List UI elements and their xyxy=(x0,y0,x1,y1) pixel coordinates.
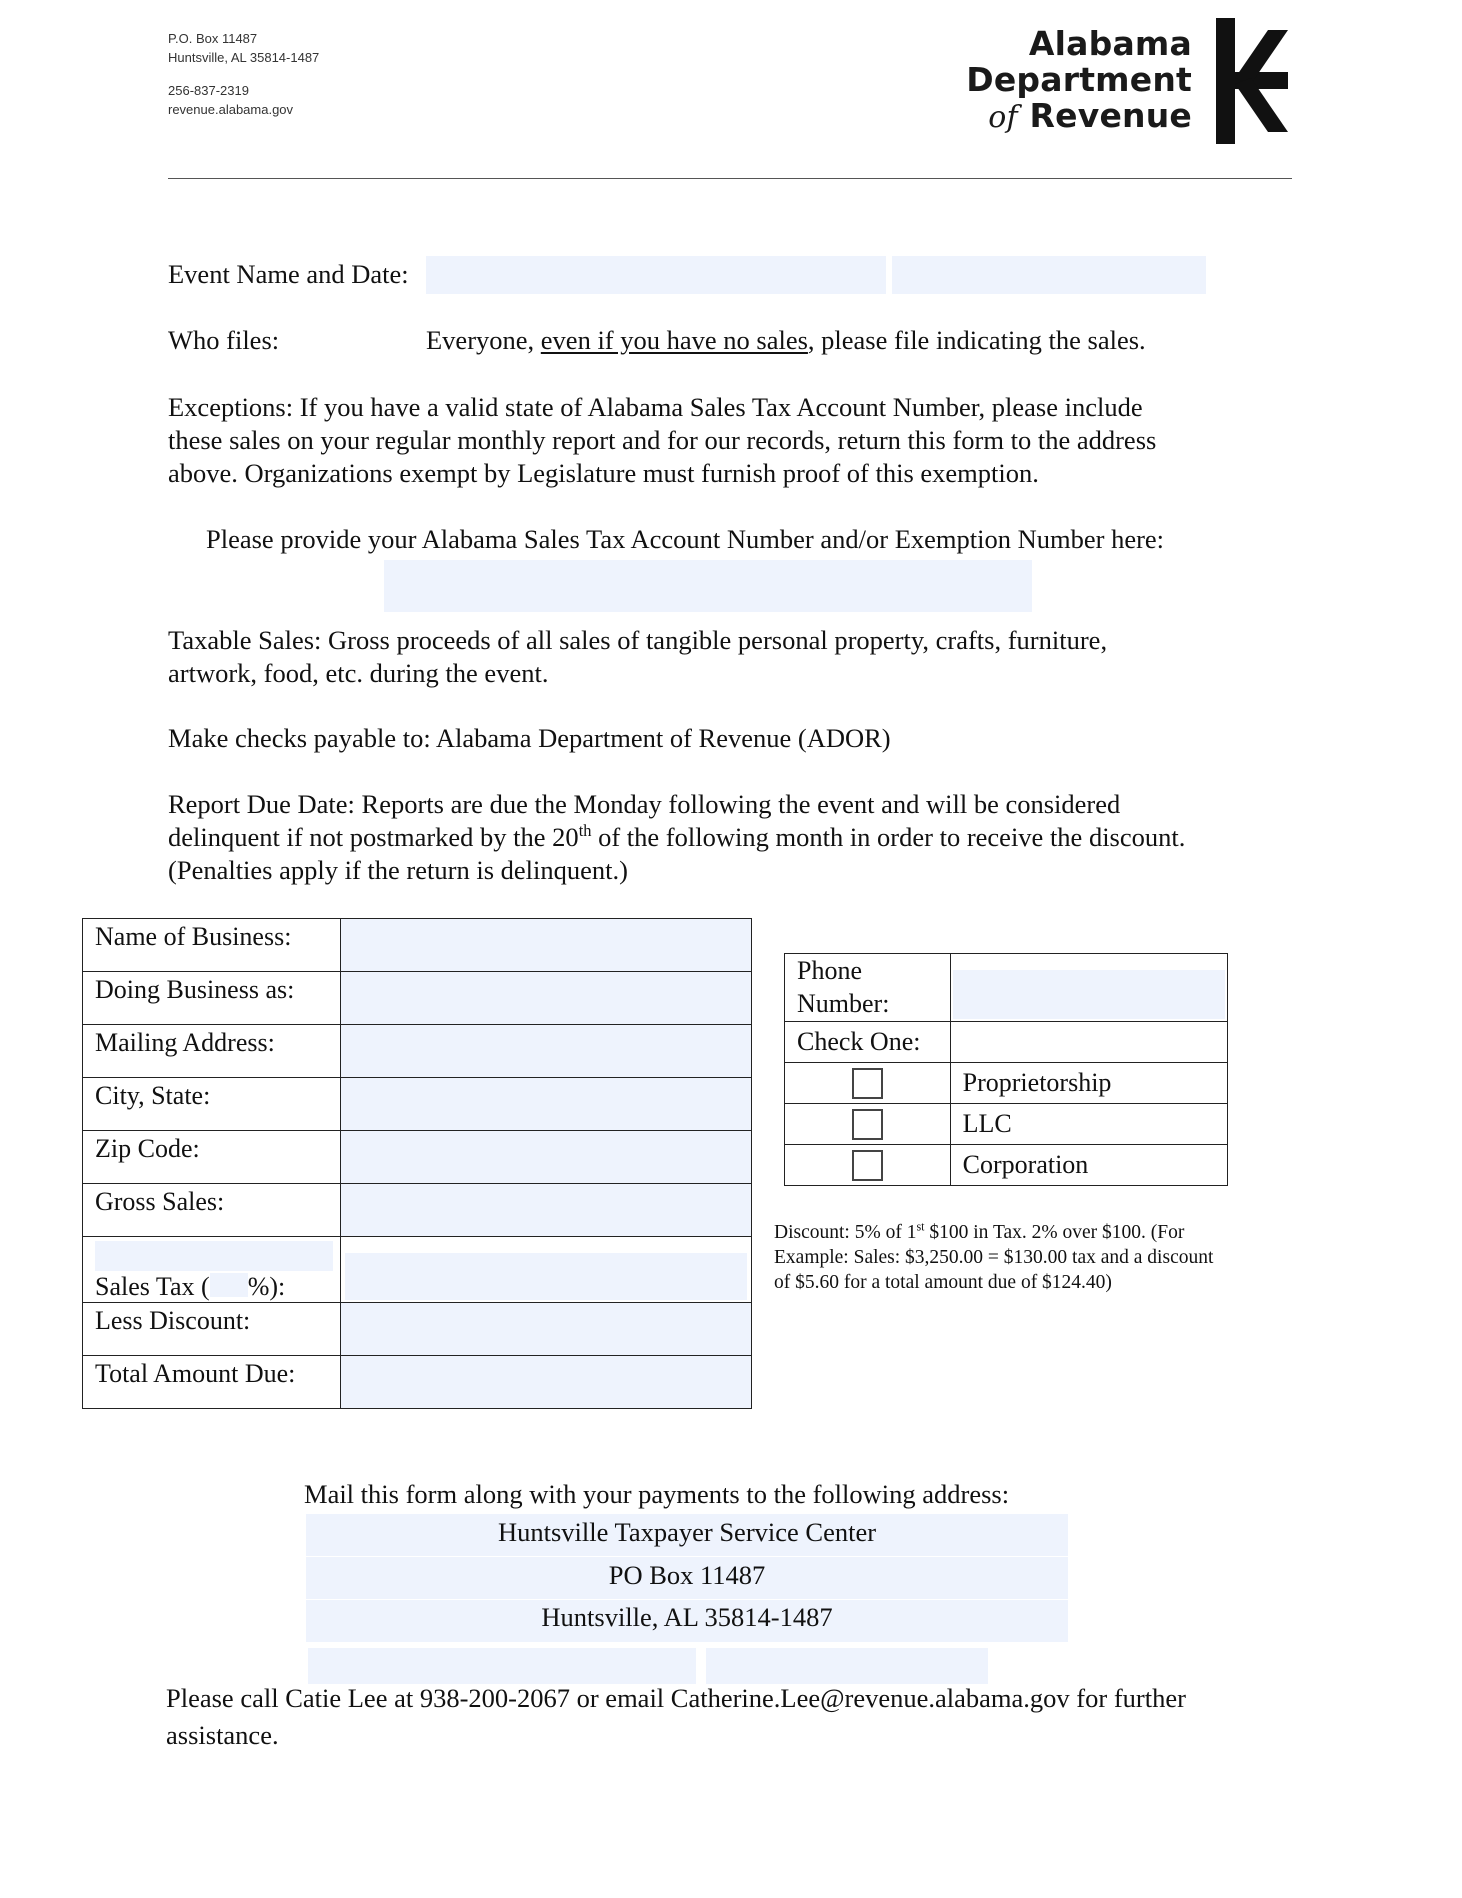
due-line-2-before: delinquent if not postmarked by the 20 xyxy=(168,822,579,852)
discount-line-1-before: Discount: 5% of 1 xyxy=(774,1222,917,1243)
row-option-proprietorship xyxy=(785,1063,1228,1104)
gross-sales-field[interactable] xyxy=(340,1184,751,1237)
sales-tax-label-before: Sales Tax ( xyxy=(95,1272,210,1301)
logo-revenue: Revenue xyxy=(1029,96,1192,135)
sales-tax-label xyxy=(95,1272,285,1302)
row-gross-sales xyxy=(83,1184,752,1237)
logo-line-department: Department xyxy=(966,60,1192,99)
row-total-due xyxy=(83,1356,752,1409)
option-llc-label: LLC xyxy=(950,1104,1227,1145)
exceptions-line-1: Exceptions: If you have a valid state of Alabama Sales Tax Account Number, please include xyxy=(168,392,1143,422)
ador-k-mark-icon xyxy=(1216,18,1290,144)
row-option-llc xyxy=(785,1104,1228,1145)
city-state-label: City, State: xyxy=(83,1078,341,1131)
sales-tax-field[interactable] xyxy=(345,1253,747,1300)
check-one-label: Check One: xyxy=(785,1022,951,1063)
event-label: Event Name and Date: xyxy=(168,259,409,289)
zip-code-field[interactable] xyxy=(340,1131,751,1184)
signature-field[interactable] xyxy=(308,1648,696,1684)
sales-tax-cell xyxy=(83,1237,341,1303)
dba-field[interactable] xyxy=(340,972,751,1025)
phone-label-line-1: Phone xyxy=(797,956,862,985)
less-discount-label: Less Discount: xyxy=(83,1303,341,1356)
who-files-underlined: even if you have no sales xyxy=(540,325,808,355)
mail-line-1: Huntsville Taxpayer Service Center xyxy=(497,1517,877,1547)
account-number-field[interactable] xyxy=(384,560,1032,612)
phone-number-field[interactable] xyxy=(953,970,1225,1019)
due-line-2 xyxy=(168,821,1185,854)
exceptions-paragraph xyxy=(168,391,1156,490)
sales-tax-value-cell xyxy=(340,1237,751,1303)
mail-intro: Mail this form along with your payments to the following address: xyxy=(304,1479,1010,1509)
dba-label: Doing Business as: xyxy=(83,972,341,1025)
due-date-paragraph xyxy=(168,788,1185,887)
checkbox-cell xyxy=(785,1104,951,1145)
taxable-line-1: Taxable Sales: Gross proceeds of all sales of tangible personal property, crafts, furniture, xyxy=(168,625,1108,655)
checkbox-corporation[interactable] xyxy=(852,1150,883,1181)
row-less-discount xyxy=(83,1303,752,1356)
due-line-2-after: of the following month in order to receive the discount. xyxy=(591,822,1186,852)
mail-line-3: Huntsville, AL 35814-1487 xyxy=(541,1602,833,1632)
discount-line-1 xyxy=(774,1220,1213,1245)
business-name-label: Name of Business: xyxy=(83,919,341,972)
due-line-1: Report Due Date: Reports are due the Monday following the event and will be considered xyxy=(168,789,1121,819)
who-files-before: Everyone, xyxy=(426,325,541,355)
option-corporation-label: Corporation xyxy=(950,1145,1227,1186)
event-date-field[interactable] xyxy=(892,256,1206,294)
entity-type-table xyxy=(784,953,1228,1186)
taxable-line-2: artwork, food, etc. during the event. xyxy=(168,658,549,688)
phone-label xyxy=(785,954,951,1022)
total-due-field[interactable] xyxy=(340,1356,751,1409)
row-city-state xyxy=(83,1078,752,1131)
who-files-text xyxy=(426,324,1146,357)
city-state-field[interactable] xyxy=(340,1078,751,1131)
contact-line-2: assistance. xyxy=(166,1720,279,1750)
who-files-label: Who files: xyxy=(168,325,280,355)
discount-line-1-after: $100 in Tax. 2% over $100. (For xyxy=(924,1222,1185,1243)
sales-tax-rate-field[interactable] xyxy=(210,1273,248,1297)
row-zip xyxy=(83,1131,752,1184)
logo-of: of xyxy=(988,100,1018,135)
row-option-corporation xyxy=(785,1145,1228,1186)
ador-logo-text xyxy=(900,26,1192,136)
exceptions-line-3: above. Organizations exempt by Legislature must furnish proof of this exemption. xyxy=(168,458,1039,488)
checkbox-cell xyxy=(785,1145,951,1186)
header-address xyxy=(168,29,319,119)
discount-line-2: Example: Sales: $3,250.00 = $130.00 tax and a discount xyxy=(774,1247,1214,1268)
row-mailing xyxy=(83,1025,752,1078)
zip-code-label: Zip Code: xyxy=(83,1131,341,1184)
header-po-box: P.O. Box 11487 xyxy=(168,31,258,46)
event-name-field[interactable] xyxy=(426,256,886,294)
mail-line-2: PO Box 11487 xyxy=(608,1560,766,1590)
exceptions-line-2: these sales on your regular monthly report and for our records, return this form to the address xyxy=(168,425,1157,455)
account-prompt: Please provide your Alabama Sales Tax Account Number and/or Exemption Number here: xyxy=(206,524,1165,554)
contact-paragraph xyxy=(166,1680,1186,1754)
header-website[interactable]: revenue.alabama.gov xyxy=(168,102,294,117)
option-proprietorship-label: Proprietorship xyxy=(950,1063,1227,1104)
taxable-paragraph xyxy=(168,624,1107,690)
who-files-after: , please file indicating the sales. xyxy=(807,325,1146,355)
logo-line-alabama: Alabama xyxy=(1028,24,1192,63)
header-rule xyxy=(168,178,1292,179)
checkbox-proprietorship[interactable] xyxy=(852,1068,883,1099)
signature-date-field[interactable] xyxy=(706,1648,988,1684)
row-business-name xyxy=(83,919,752,972)
header-city: Huntsville, AL 35814-1487 xyxy=(168,50,320,65)
logo-line-revenue xyxy=(900,98,1192,136)
business-info-table xyxy=(82,918,752,1409)
discount-line-1-sup: st xyxy=(916,1219,925,1234)
row-phone xyxy=(785,954,1228,1022)
gross-sales-label: Gross Sales: xyxy=(83,1184,341,1237)
sales-tax-extra-field[interactable] xyxy=(95,1241,333,1271)
checkbox-cell xyxy=(785,1063,951,1104)
discount-line-3: of $5.60 for a total amount due of $124.40) xyxy=(774,1272,1112,1293)
total-due-label: Total Amount Due: xyxy=(83,1356,341,1409)
check-one-empty-cell xyxy=(950,1022,1227,1063)
checks-payable: Make checks payable to: Alabama Department of Revenue (ADOR) xyxy=(168,723,891,753)
discount-note xyxy=(774,1220,1213,1295)
due-line-2-sup: th xyxy=(578,821,592,841)
checkbox-llc[interactable] xyxy=(852,1109,883,1140)
business-name-field[interactable] xyxy=(340,919,751,972)
row-sales-tax xyxy=(83,1237,752,1303)
mailing-address-label: Mailing Address: xyxy=(83,1025,341,1078)
contact-line-1: Please call Catie Lee at 938-200-2067 or email Catherine.Lee@revenue.alabama.gov for further xyxy=(166,1683,1186,1713)
less-discount-field[interactable] xyxy=(340,1303,751,1356)
sales-tax-label-after: %): xyxy=(247,1272,286,1301)
phone-value-cell xyxy=(950,954,1227,1022)
header-phone: 256-837-2319 xyxy=(168,83,249,98)
row-check-one xyxy=(785,1022,1228,1063)
due-line-3: (Penalties apply if the return is delinquent.) xyxy=(168,855,628,885)
row-dba xyxy=(83,972,752,1025)
mailing-address-field[interactable] xyxy=(340,1025,751,1078)
phone-label-line-2: Number: xyxy=(797,989,890,1018)
